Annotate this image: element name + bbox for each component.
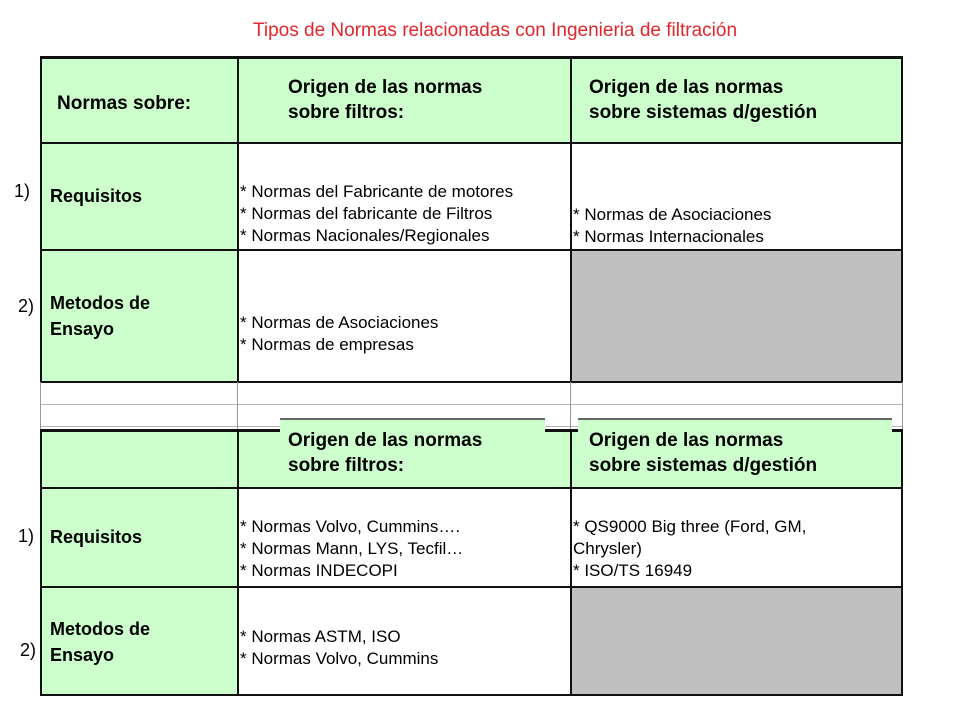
t2-left-border	[40, 429, 42, 696]
t2-row2-label-line2: Ensayo	[50, 645, 115, 665]
t2-col2-header	[288, 428, 482, 478]
spacer-col-2	[570, 382, 571, 430]
t2-bottom-border	[40, 694, 903, 696]
t2-col3-header-line2: sobre sistemas d/gestión	[589, 455, 818, 476]
t2-col3-header	[589, 428, 817, 478]
t2-col2-header-line1: Origen de las normas	[288, 430, 483, 451]
t1-row1-col2	[240, 181, 513, 247]
t2-row2-col2-line2: * Normas Volvo, Cummins	[240, 649, 439, 668]
t2-col-divider-1	[237, 429, 239, 696]
t1-row2-label	[50, 290, 150, 342]
t1-row1-col2-line3: * Normas Nacionales/Regionales	[240, 226, 490, 245]
t1-col-divider-2	[570, 56, 572, 382]
t1-row1-label: Requisitos	[50, 186, 143, 206]
t1-row2-col2-line2: * Normas de empresas	[240, 335, 414, 354]
t1-col2-header-line1: Origen de las normas	[288, 77, 483, 98]
page-title: Tipos de Normas relacionadas con Ingenieria de filtración	[252, 20, 738, 41]
t2-row1-col2-line1: * Normas Volvo, Cummins….	[240, 517, 461, 536]
spacer-right	[902, 382, 903, 430]
spacer-col-1	[237, 382, 238, 430]
spacer-line-1	[40, 404, 903, 405]
t1-shaded-cell	[572, 250, 903, 382]
t2-row2-label	[50, 616, 150, 668]
t2-col-divider-2	[570, 429, 572, 696]
t1-top-border	[40, 56, 903, 59]
t2-shaded-cell	[572, 588, 903, 696]
t1-col3-header-line2: sobre sistemas d/gestión	[589, 102, 818, 123]
t2-row1-label: Requisitos	[50, 527, 143, 547]
t2-right-border	[901, 429, 903, 696]
spacer-left	[40, 382, 41, 430]
t2-row1-col2-line3: * Normas INDECOPI	[240, 561, 398, 580]
t1-col-divider-1	[237, 56, 239, 382]
t2-row1-col2	[240, 516, 463, 582]
t1-row2-label-line1: Metodos de	[50, 293, 151, 313]
t1-bottom-border	[40, 381, 903, 383]
t2-col3-header-line1: Origen de las normas	[589, 430, 784, 451]
t1-row1-col2-line1: * Normas del Fabricante de motores	[240, 182, 514, 201]
t2-row1-col2-line2: * Normas Mann, LYS, Tecfil…	[240, 539, 464, 558]
t2-row2-col2-line1: * Normas ASTM, ISO	[240, 627, 401, 646]
t1-row2-number: 2)	[18, 296, 35, 316]
t1-col1-header: Normas sobre:	[57, 93, 192, 114]
t2-row1-col3-line3: * ISO/TS 16949	[573, 561, 693, 580]
t2-row2-number: 2)	[20, 640, 37, 660]
t1-row2-col2-line1: * Normas de Asociaciones	[240, 313, 439, 332]
t1-header-divider	[40, 142, 903, 144]
t1-col3-header-line1: Origen de las normas	[589, 77, 784, 98]
t2-row2-col2	[240, 626, 438, 670]
t2-row-divider	[40, 586, 903, 588]
t1-left-border	[40, 56, 42, 382]
t1-row1-col3	[573, 204, 771, 248]
t1-row1-number: 1)	[14, 181, 31, 201]
t1-row2-label-line2: Ensayo	[50, 319, 115, 339]
t1-row-divider	[40, 249, 903, 251]
t1-col2-header	[288, 75, 482, 125]
t2-row1-col3	[573, 516, 806, 582]
t2-row1-col3-line1: * QS9000 Big three (Ford, GM,	[573, 517, 807, 536]
t2-row1-number: 1)	[18, 526, 35, 546]
t2-col2-header-line2: sobre filtros:	[288, 455, 405, 476]
t1-row1-col2-line2: * Normas del fabricante de Filtros	[240, 204, 493, 223]
t1-right-border	[901, 56, 903, 382]
t1-col2-header-line2: sobre filtros:	[288, 102, 405, 123]
norms-sheet	[40, 56, 903, 696]
t1-row1-col3-line1: * Normas de Asociaciones	[573, 205, 772, 224]
t2-header-divider	[40, 487, 903, 489]
t1-row2-col2	[240, 312, 438, 356]
t1-col3-header	[589, 75, 817, 125]
t2-row2-label-line1: Metodos de	[50, 619, 151, 639]
t1-row1-col3-line2: * Normas Internacionales	[573, 227, 764, 246]
t2-row1-col3-line2: Chrysler)	[573, 539, 642, 558]
